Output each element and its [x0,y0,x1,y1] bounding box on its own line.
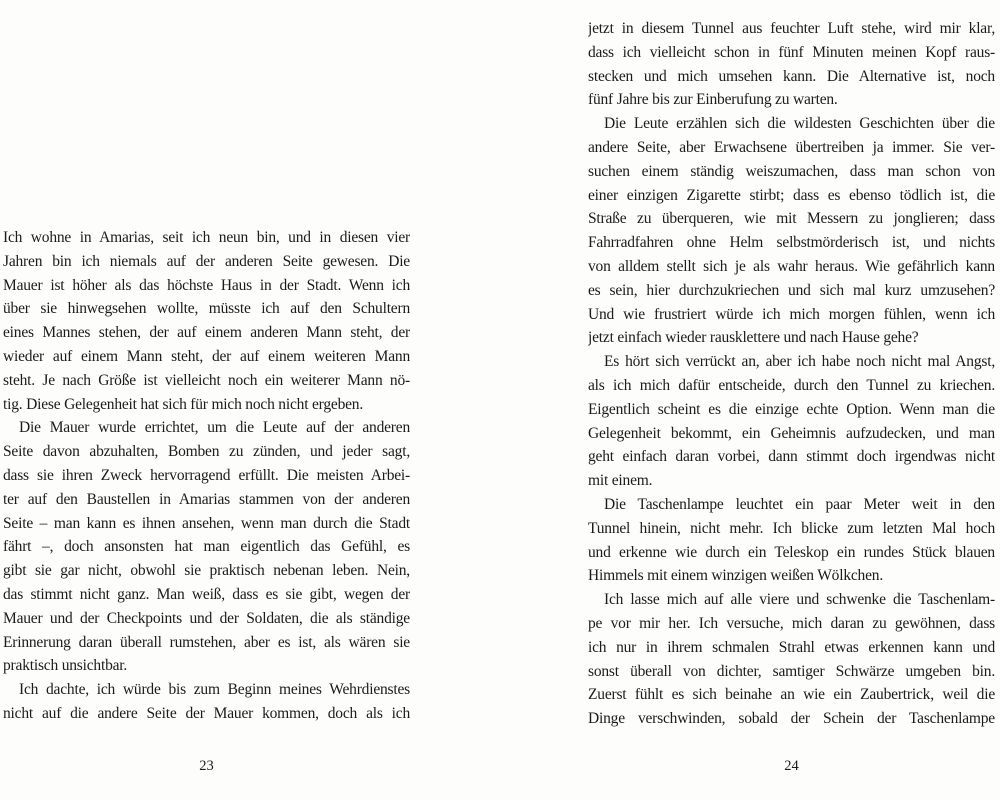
text-line: Dinge verschwinden, sobald der Schein der Taschenlampe [588,710,995,728]
text-line: und erkenne wie durch ein Teleskop ein rundes Stück blauen [588,543,995,561]
text-line: mit einem. [588,472,653,490]
text-line: steht. Je nach Größe ist vielleicht noch ein weiterer Mann nö- [3,371,410,389]
page-left-text-column [3,226,410,726]
text-line: Erinnerung daran überall rumstehen, aber es ist, als wären sie [3,633,410,651]
text-line: Die Leute erzählen sich die wildesten Geschichten über die [604,115,995,133]
text-line: Ich dachte, ich würde bis zum Beginn meines Wehrdienstes [19,681,410,699]
text-line: Fahrradfahren ohne Helm selbstmörderisch ist, und nichts [588,234,995,252]
text-line: Zuerst fühlt es sich beinahe an wie ein Zaubertrick, weil die [588,686,995,704]
page-right-text-column [588,17,995,731]
text-line: Und wie frustriert würde ich mich morgen fühlen, wenn ich [588,305,995,323]
text-line: Straße zu überqueren, wie mit Messern zu jonglieren; dass [588,210,995,228]
text-line: wieder auf einem Mann steht, der auf einem weiteren Mann [3,347,410,365]
text-line: Mauer ist höher als das höchste Haus in der Stadt. Wenn ich [3,276,410,294]
text-line: Mauer und der Checkpoints und der Soldaten, die als ständige [3,609,410,627]
text-line: jetzt in diesem Tunnel aus feuchter Luft stehe, wird mir klar, [588,20,995,37]
text-line: Himmels mit einem winzigen weißen Wölkchen. [588,567,884,585]
text-line: geht einfach daran vorbei, dann stimmt doch irgendwas nicht [588,448,995,466]
text-line: jetzt einfach wieder rausklettere und nach Hause gehe? [588,329,919,347]
text-line: ter auf den Baustellen in Amarias stammen von der anderen [3,490,410,508]
text-line: andere Seite, aber Erwachsene übertreiben ja immer. Sie ver- [588,138,995,156]
text-line: fünf Jahre bis zur Einberufung zu warten. [588,91,838,109]
text-line: praktisch unsichtbar. [3,657,128,675]
text-line: Die Taschenlampe leuchtet ein paar Meter weit in den [604,495,995,513]
text-line: tig. Diese Gelegenheit hat sich für mich noch nicht ergeben. [3,395,364,413]
text-line: eines Mannes stehen, der auf einem anderen Mann steht, der [3,324,410,342]
text-line: Ich wohne in Amarias, seit ich neun bin, und in diesen vier [3,229,410,246]
text-line: Seite davon abzuhalten, Bomben zu zünden, und jeder sagt, [3,443,410,461]
text-line: als ich mich dafür entscheide, durch den Tunnel zu kriechen. [588,376,995,394]
text-line: Jahren bin ich niemals auf der anderen Seite gewesen. Die [3,252,410,270]
text-line: einer einzigen Zigarette stirbt; dass es ebenso tödlich ist, die [588,186,995,204]
text-line: ich nur in ihrem schmalen Strahl etwas erkennen kann und [588,638,995,656]
text-line: das stimmt nicht ganz. Man weiß, dass es sie gibt, wegen der [3,585,410,603]
text-line: Gelegenheit bekommt, ein Geheimnis aufzudecken, und man [588,424,995,442]
text-line: Ich lasse mich auf alle viere und schwenke die Taschenlam- [604,591,995,609]
page-number-right: 24 [784,758,799,774]
text-line: Eigentlich scheint es die einzige echte Option. Wenn man die [588,400,995,418]
text-line: pe vor mir her. Ich versuche, mich daran zu gewöhnen, dass [588,614,995,632]
text-line: es sein, hier durchzukriechen und sich mal kurz umzusehen? [588,281,995,299]
text-line: nicht auf die andere Seite der Mauer kommen, doch als ich [3,704,410,722]
text-line: gibt sie gar nicht, obwohl sie praktisch nebenan leben. Nein, [3,562,410,580]
text-line: Es hört sich verrückt an, aber ich habe noch nicht mal Angst, [604,353,995,371]
text-line: dass ich vielleicht schon in fünf Minuten meinen Kopf raus- [588,43,995,61]
text-line: Die Mauer wurde errichtet, um die Leute auf der anderen [19,419,410,437]
text-line: dass sie ihren Zweck hervorragend erfüllt. Die meisten Arbei- [3,466,410,484]
text-line: fährt –, doch ansonsten hat man eigentlich das Gefühl, es [3,538,410,556]
text-line: suchen einem ständig weiszumachen, dass man schon von [588,162,995,180]
text-line: stecken und mich umsehen kann. Die Alternative ist, noch [588,67,995,85]
text-line: von alldem stellt sich je als wahr heraus. Wie gefährlich kann [588,257,995,275]
text-line: Seite – man kann es ihnen ansehen, wenn man durch die Stadt [3,514,410,532]
text-line: sonst überall von dichter, samtiger Schwärze umgeben bin. [588,662,995,680]
text-line: Tunnel hinein, nicht mehr. Ich blicke zum letzten Mal hoch [588,519,995,537]
page-number-left: 23 [199,758,214,774]
text-line: über sie hinwegsehen wollte, müsste ich auf den Schultern [3,300,410,318]
